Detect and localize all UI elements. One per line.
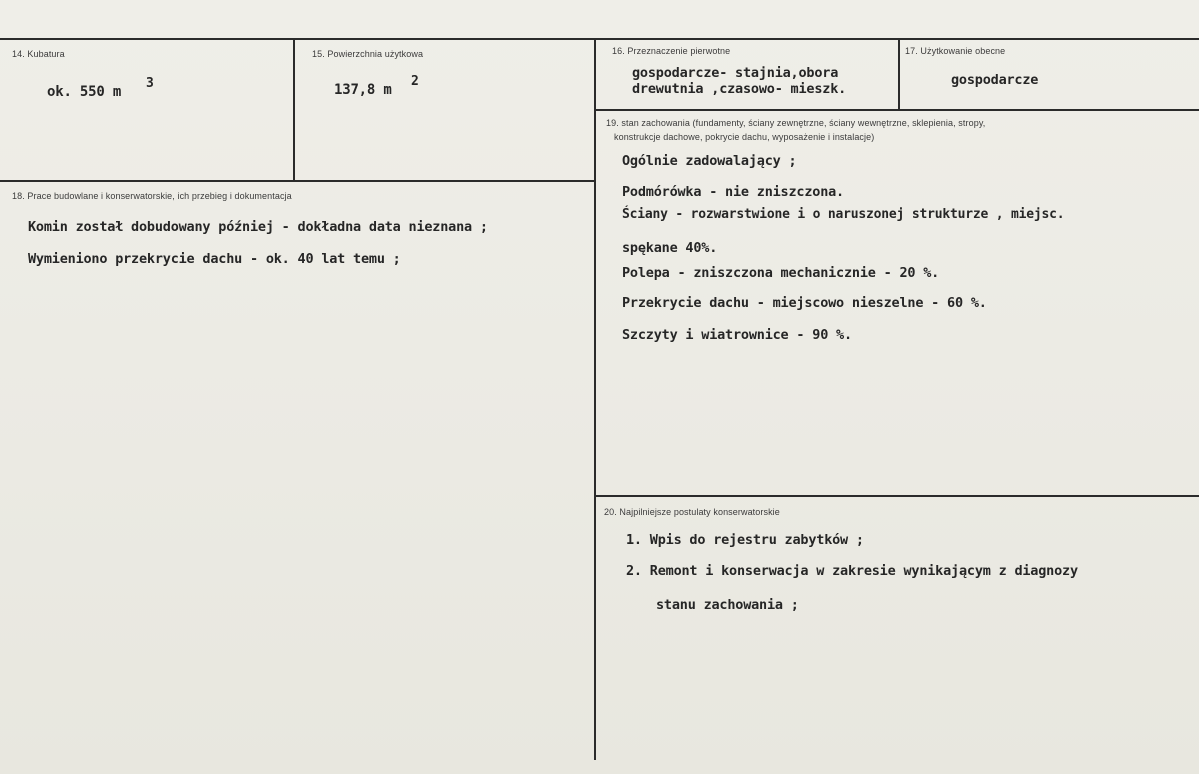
field-16-label: 16. Przeznaczenie pierwotne xyxy=(612,46,731,56)
field-17-label: 17. Użytkowanie obecne xyxy=(905,46,1006,56)
field-17-value: gospodarcze xyxy=(951,72,1039,88)
field-16-line-1: gospodarcze- stajnia,obora xyxy=(632,65,839,81)
field-20-label: 20. Najpilniejsze postulaty konserwatorskie xyxy=(604,507,780,517)
field-18-label: 18. Prace budowlane i konserwatorskie, ich przebieg i dokumentacja xyxy=(12,191,292,201)
field-15-superscript: 2 xyxy=(411,74,419,89)
row1-bottom-rule-left xyxy=(0,180,596,182)
section19-bottom-rule xyxy=(596,495,1199,497)
field-18-line-1: Komin został dobudowany później - dokładna data nieznana ; xyxy=(28,219,488,235)
field-19-line-6: Przekrycie dachu - miejscowo nieszelne - 60 %. xyxy=(622,295,987,311)
field-19-label-line-2: konstrukcje dachowe, pokrycie dachu, wyposażenie i instalacje) xyxy=(614,132,875,142)
field-19-label-line-1: 19. stan zachowania (fundamenty, ściany zewnętrzne, ściany wewnętrzne, sklepienia, stropy, xyxy=(606,118,986,128)
center-divider xyxy=(594,38,596,760)
field-20-line-3: stanu zachowania ; xyxy=(656,597,799,613)
field-18-line-2: Wymieniono przekrycie dachu - ok. 40 lat temu ; xyxy=(28,251,401,267)
field-14-label: 14. Kubatura xyxy=(12,49,65,59)
field-19-line-4: spękane 40%. xyxy=(622,240,718,256)
field-15-value: 137,8 m xyxy=(334,82,392,98)
top-rule xyxy=(0,38,1199,40)
field-19-line-7: Szczyty i wiatrownice - 90 %. xyxy=(622,327,852,343)
field-20-line-2: 2. Remont i konserwacja w zakresie wynikającym z diagnozy xyxy=(626,563,1078,579)
field-19-line-1: Ogólnie zadowalający ; xyxy=(622,153,797,169)
field-19-line-3: Ściany - rozwarstwione i o naruszonej strukturze , miejsc. xyxy=(622,207,1065,222)
field-16-line-2: drewutnia ,czasowo- mieszk. xyxy=(632,81,847,97)
field-14-value: ok. 550 m xyxy=(47,84,122,100)
field-19-line-2: Podmórówka - nie zniszczona. xyxy=(622,184,844,200)
field-14-superscript: 3 xyxy=(146,76,154,91)
field-19-line-5: Polepa - zniszczona mechanicznie - 20 %. xyxy=(622,265,940,281)
divider-14-15 xyxy=(293,38,295,181)
divider-16-17 xyxy=(898,38,900,110)
field-20-line-1: 1. Wpis do rejestru zabytków ; xyxy=(626,532,864,548)
field-15-label: 15. Powierzchnia użytkowa xyxy=(312,49,424,59)
